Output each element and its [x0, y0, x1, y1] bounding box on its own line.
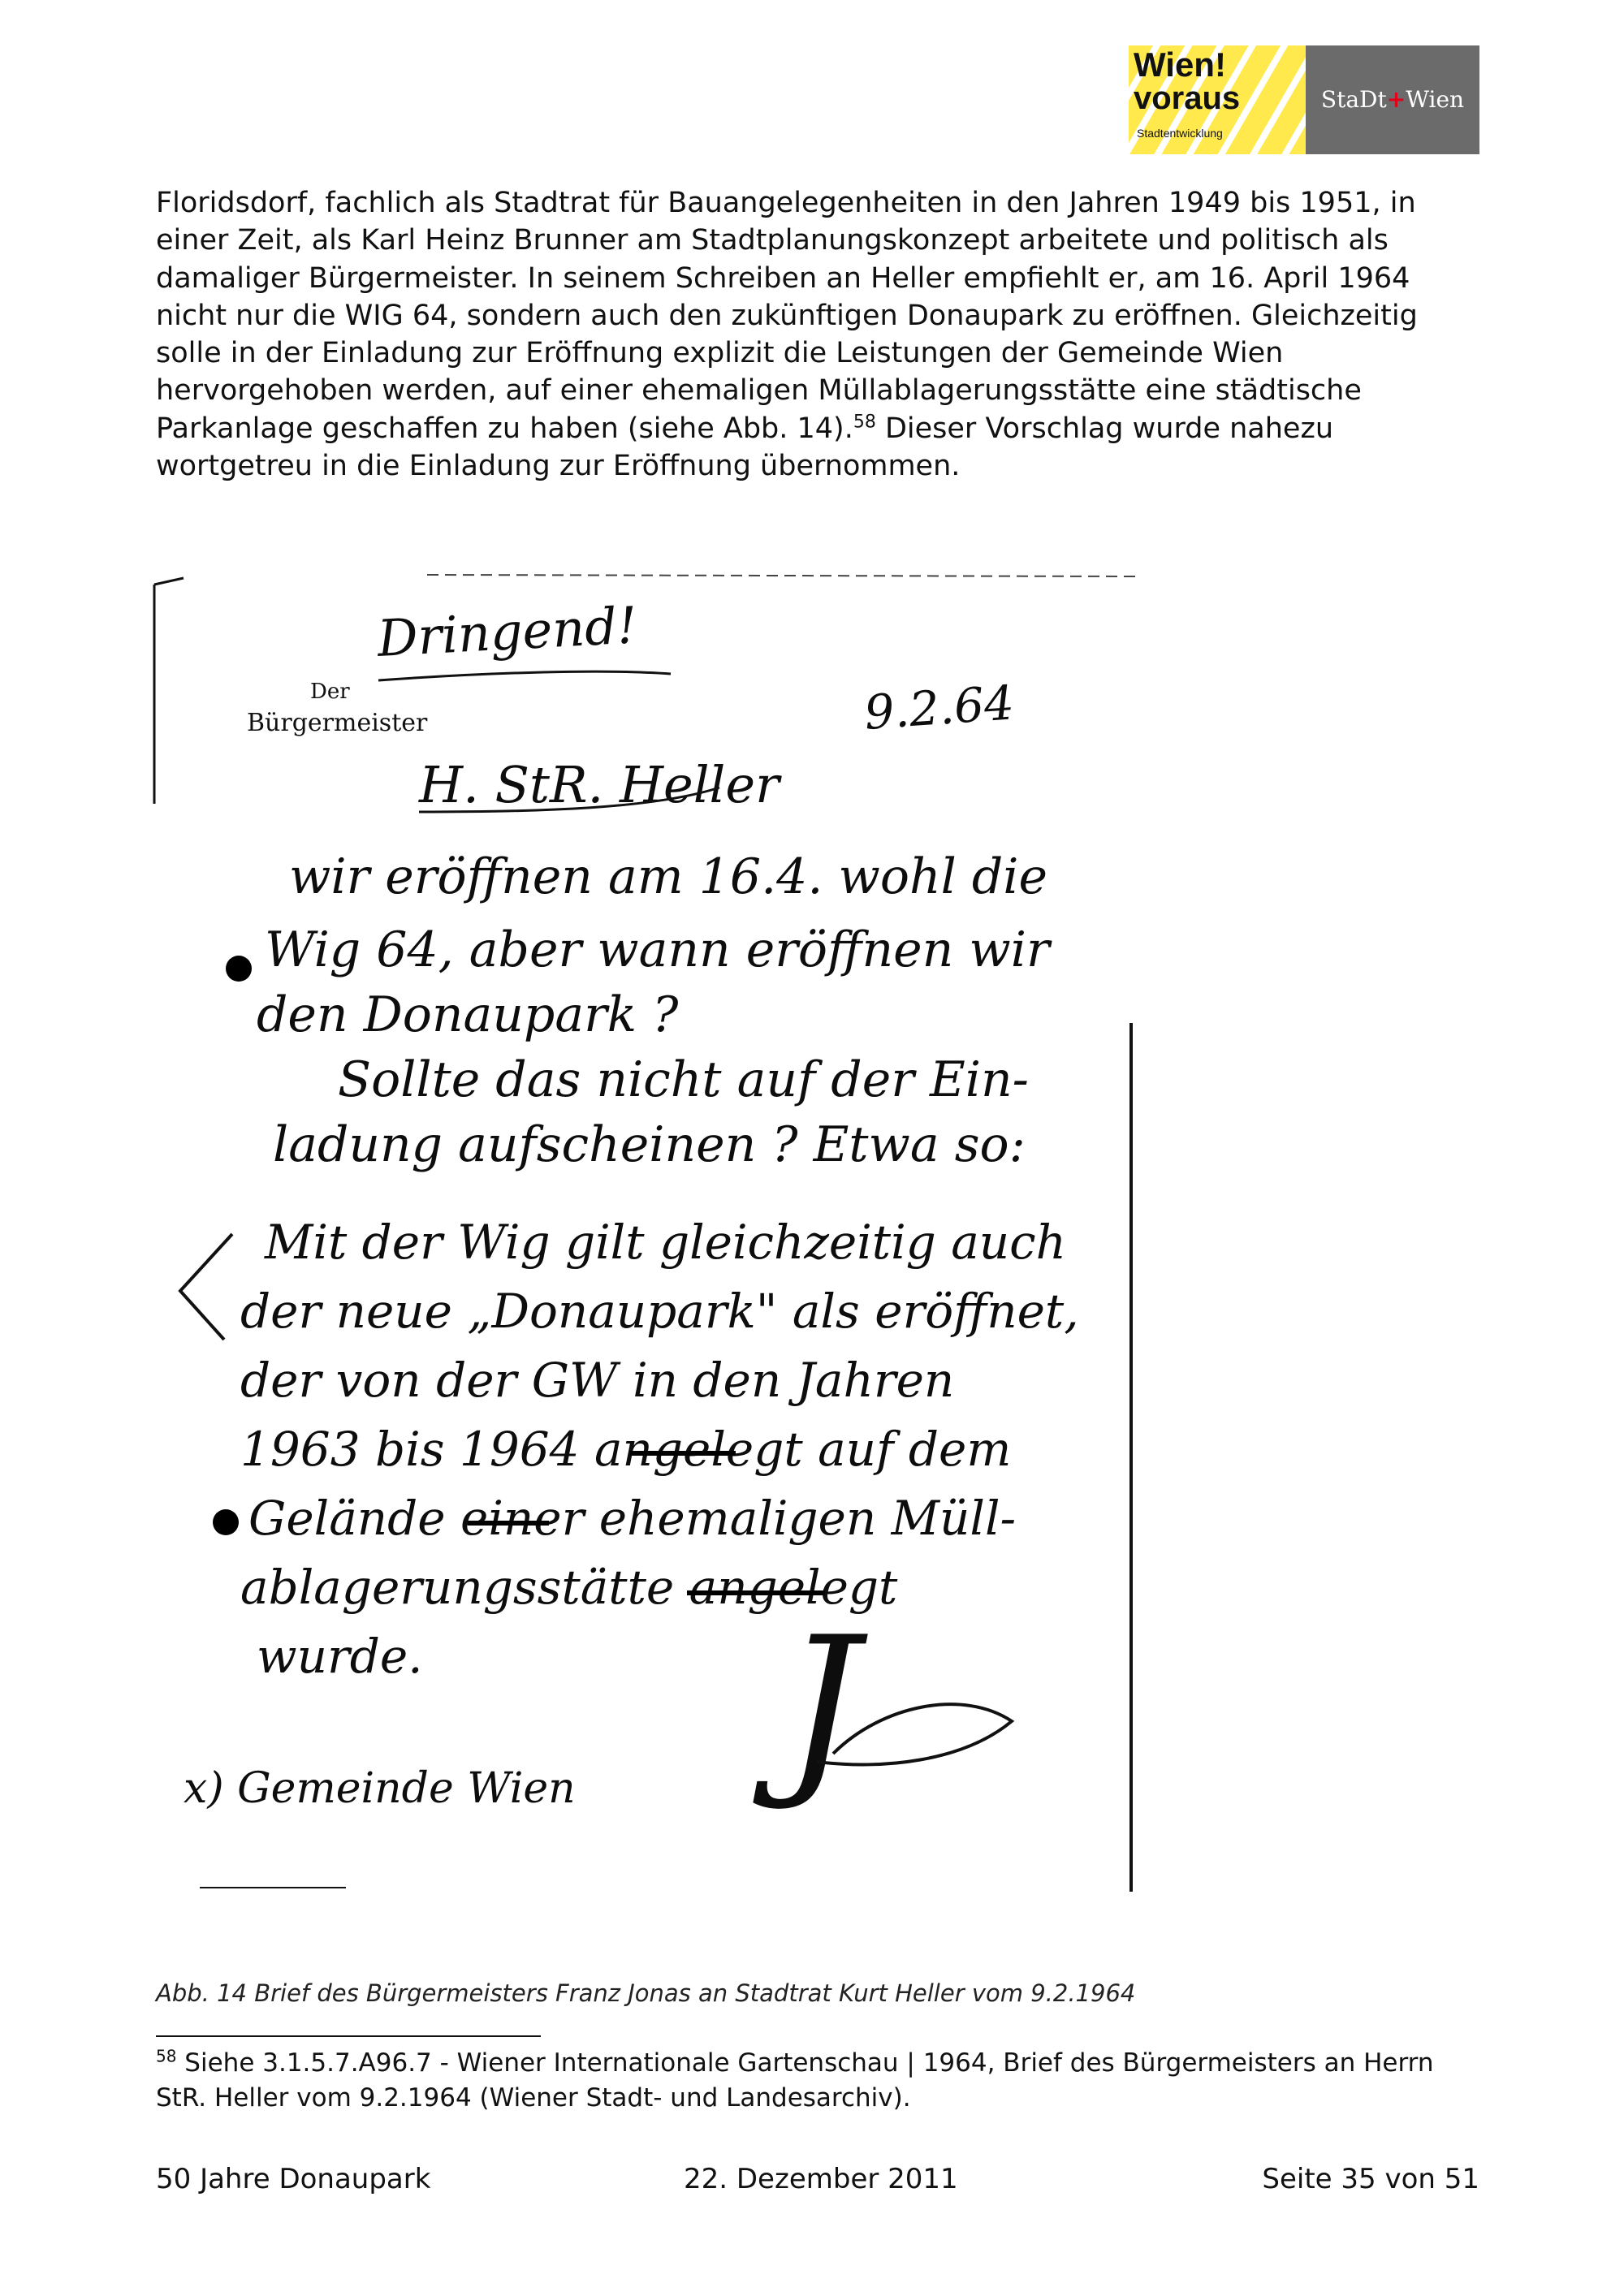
footer-page-number: Seite 35 von 51 — [1262, 2163, 1479, 2195]
letterhead-der: Der — [310, 680, 350, 704]
figure-caption: Abb. 14 Brief des Bürgermeisters Franz Jonas an Stadtrat Kurt Heller vom 9.2.1964 — [156, 1979, 1136, 2007]
logo-subtitle: Stadtentwicklung — [1137, 127, 1223, 140]
footnote-reference[interactable]: 58 — [853, 412, 876, 433]
footnote-number: 58 — [156, 2046, 177, 2066]
letter-line: ablagerungsstätte angelegt — [240, 1560, 898, 1615]
letter-line: Sollte das nicht auf der Ein- — [338, 1051, 1029, 1108]
stadt-wien-badge — [1306, 45, 1479, 154]
letter-line: ladung aufscheinen ? Etwa so: — [273, 1116, 1026, 1173]
handwritten-letter-scan — [151, 568, 1143, 1900]
footer-document-title: 50 Jahre Donaupark — [156, 2163, 431, 2195]
letter-line: Gelände einer ehemaligen Müll- — [248, 1491, 1017, 1546]
letter-date: 9.2.64 — [862, 675, 1017, 740]
letter-line: 1963 bis 1964 angelegt auf dem — [240, 1422, 1012, 1477]
letter-line: wurde. — [257, 1629, 423, 1684]
stadt-wien-cross-icon: + — [1386, 86, 1406, 113]
letter-line: Mit der Wig gilt gleichzeitig auch — [265, 1215, 1066, 1270]
logo-wien-text: Wien! — [1134, 45, 1226, 84]
footnote — [156, 2046, 1488, 2116]
body-paragraph — [156, 184, 1488, 485]
wien-voraus-logo — [1129, 45, 1479, 154]
letter-urgent-note: Dringend! — [375, 595, 639, 668]
letter-footnote-mark: x) Gemeinde Wien — [184, 1764, 576, 1813]
letter-signature: J — [784, 1598, 860, 1815]
footnote-divider — [156, 2035, 541, 2037]
footnote-text: Siehe 3.1.5.7.A96.7 - Wiener Internationale Gartenschau | 1964, Brief des Bürgermeisters an Herrn StR. Heller vom 9.2.1964 (Wiener Stadt- und Landesarchiv). — [156, 2048, 1434, 2113]
letter-line: der neue „Donaupark" als eröffnet, — [240, 1284, 1079, 1339]
letter-addressee: H. StR. Heller — [419, 755, 780, 814]
footer-date: 22. Dezember 2011 — [684, 2163, 958, 2195]
letter-line: Wig 64, aber wann eröffnen wir — [265, 921, 1050, 978]
paragraph-text: Floridsdorf, fachlich als Stadtrat für Bauangelegenheiten in den Jahren 1949 bis 1951, in einer Zeit, als Karl Heinz Brunner am Stadtplanungskonzept arbeitete und politisch als damaliger Bürgermeister. In seinem Schreiben an Heller empfiehlt er, am 16. April 1964 nicht nur die WIG 64, sondern auch den zukünftigen Donaupark zu eröffnen. Gleichzeitig solle in der Einladung zur Eröffnung explizit die Leistungen der Gemeinde Wien hervorgehoben werden, auf einer ehemaligen Müllablagerungsstätte eine städtische Parkanlage geschaffen zu haben (siehe Abb. 14). — [156, 187, 1418, 445]
stadt-wien-text-2: Wien — [1406, 86, 1465, 113]
wien-voraus-badge — [1129, 45, 1306, 154]
logo-voraus-text: voraus — [1134, 80, 1241, 116]
letter-line: wir eröffnen am 16.4. wohl die — [289, 848, 1047, 905]
stadt-wien-text-1: StaDt — [1320, 86, 1387, 113]
letter-line: der von der GW in den Jahren — [240, 1353, 955, 1408]
letter-line: den Donaupark ? — [257, 986, 679, 1043]
letterhead-buergermeister: Bürgermeister — [247, 709, 428, 737]
paragraph-text-end: Dieser Vorschlag wurde nahezu wortgetreu in die Einladung zur Eröffnung übernommen. — [156, 412, 1334, 483]
